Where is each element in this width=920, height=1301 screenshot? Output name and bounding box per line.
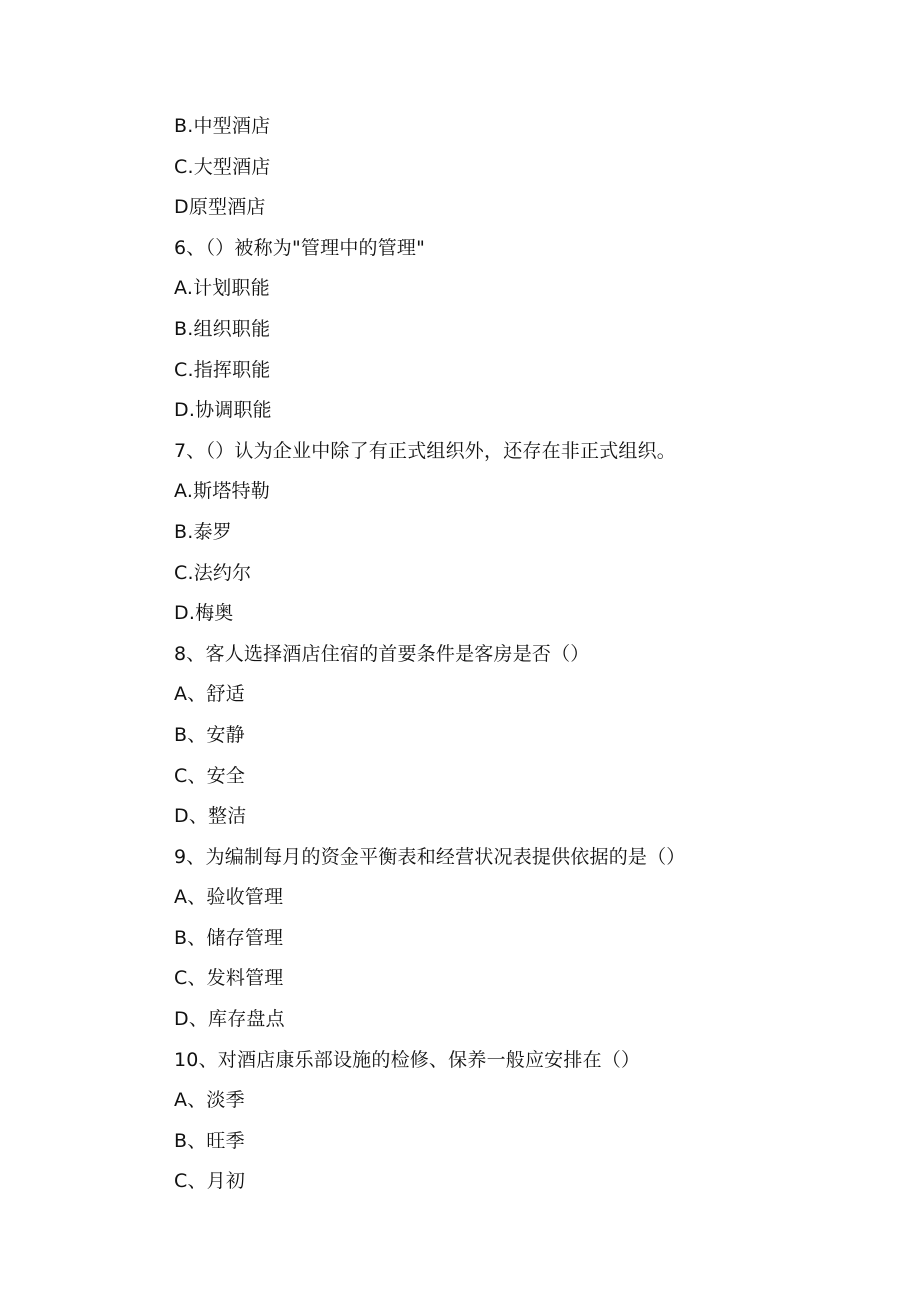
q8-option-c: C、安全 [174, 764, 246, 787]
q9-option-b: B、储存管理 [174, 926, 284, 949]
q8-option-a: A、舒适 [174, 683, 245, 706]
question-8: 8、客人选择酒店住宿的首要条件是客房是否（） [174, 642, 590, 665]
q8-option-b: B、安静 [174, 723, 245, 746]
q9-option-c: C、发料管理 [174, 967, 284, 990]
option-b-line: B.中型酒店 [174, 115, 271, 137]
q7-option-c: C.法约尔 [174, 561, 252, 584]
q9-option-d: D、库存盘点 [174, 1008, 285, 1031]
question-10: 10、对酒店康乐部设施的检修、保养一般应安排在（） [174, 1048, 641, 1071]
option-d-line: D原型酒店 [174, 196, 266, 219]
q7-option-b: B.泰罗 [174, 520, 232, 543]
question-7: 7、（）认为企业中除了有正式组织外，还存在非正式组织。 [174, 439, 676, 462]
q8-option-d: D、整洁 [174, 805, 247, 828]
q7-option-d: D.梅奥 [174, 602, 234, 625]
question-6: 6、（）被称为"管理中的管理" [174, 236, 426, 259]
question-list [174, 106, 874, 1202]
q6-option-a: A.计划职能 [174, 277, 270, 300]
q6-option-c: C.指挥职能 [174, 358, 271, 381]
q6-option-d: D.协调职能 [174, 399, 272, 422]
q10-option-a: A、淡季 [174, 1089, 245, 1112]
q6-option-b: B.组织职能 [174, 317, 271, 340]
q7-option-a: A.斯塔特勒 [174, 480, 270, 503]
option-c-line: C.大型酒店 [174, 155, 271, 178]
q10-option-c: C、月初 [174, 1170, 246, 1193]
q10-option-b: B、旺季 [174, 1129, 245, 1152]
q9-option-a: A、验收管理 [174, 886, 284, 909]
question-9: 9、为编制每月的资金平衡表和经营状况表提供依据的是（） [174, 845, 686, 868]
